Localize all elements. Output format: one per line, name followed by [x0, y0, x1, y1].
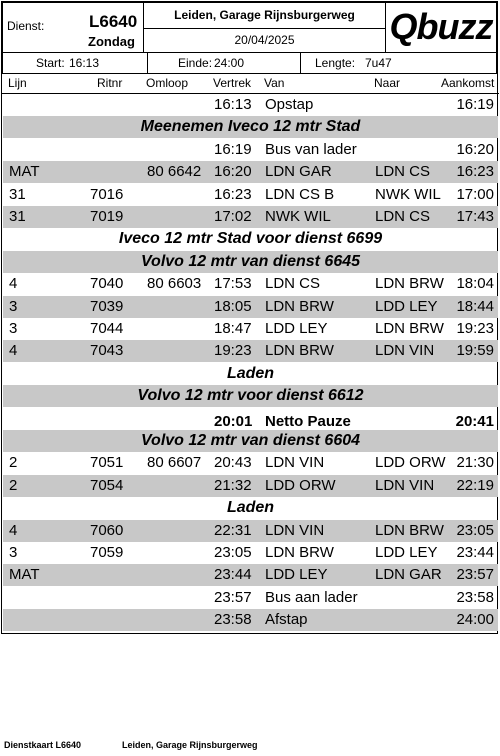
- lengte-box: [300, 52, 497, 74]
- trip-row: [3, 273, 498, 295]
- service-card: [1, 1, 498, 634]
- section-title: Volvo 12 mtr van dienst 6645: [3, 251, 498, 273]
- cell-ritnr: 7016: [90, 186, 124, 203]
- logo-box: [385, 2, 497, 53]
- col-vertrek: Vertrek: [213, 76, 252, 90]
- cell-naar: LDN VIN: [375, 342, 435, 359]
- cell-naar: NWK WIL: [375, 186, 441, 203]
- footer-left: Dienstkaart L6640: [4, 740, 82, 750]
- cell-van: Opstap: [265, 96, 314, 113]
- cell-aankomst: 21:30: [456, 454, 494, 471]
- cell-lijn: MAT: [9, 163, 40, 180]
- trip-row: [3, 206, 498, 228]
- dienst-number: L6640: [89, 12, 138, 31]
- cell-aankomst: 23:57: [456, 566, 494, 583]
- cell-vertrek: 23:05: [214, 544, 252, 561]
- cell-van: Bus van lader: [265, 141, 357, 158]
- section-title: Laden: [226, 499, 275, 516]
- cell-van: LDN CS B: [265, 186, 335, 203]
- col-ritnr: Ritnr: [97, 76, 123, 90]
- cell-naar: LDD LEY: [375, 544, 438, 561]
- cell-vertrek: 17:53: [214, 275, 252, 292]
- col-van: Van: [264, 76, 285, 90]
- cell-omloop: 80 6607: [147, 454, 202, 471]
- cell-vertrek: 16:23: [214, 186, 252, 203]
- cell-aankomst: 18:44: [456, 298, 494, 315]
- cell-van: LDN VIN: [265, 522, 325, 539]
- cell-naar: LDN GAR: [375, 566, 442, 583]
- col-naar: Naar: [374, 76, 401, 90]
- cell-aankomst: 16:23: [456, 163, 494, 180]
- lengte-value: 7u47: [365, 56, 392, 70]
- cell-van: LDN VIN: [265, 454, 325, 471]
- section-title: Laden: [226, 365, 275, 382]
- cell-van: LDN CS: [265, 275, 321, 292]
- cell-naar: LDN BRW: [375, 320, 444, 337]
- cell-aankomst: 18:04: [456, 275, 494, 292]
- cell-lijn: 3: [9, 298, 18, 315]
- einde-time: 24:00: [214, 56, 245, 70]
- location: Leiden, Garage Rijnsburgerweg: [174, 8, 355, 22]
- trip-row: [3, 587, 498, 609]
- cell-aankomst: 22:19: [456, 477, 494, 494]
- trip-row: [3, 520, 498, 542]
- cell-vertrek: 16:20: [214, 163, 252, 180]
- einde-label: Einde:: [178, 56, 213, 70]
- cell-naar: LDD LEY: [375, 298, 438, 315]
- cell-aankomst: 23:44: [456, 544, 494, 561]
- section-title: Volvo 12 mtr van dienst 6604: [3, 430, 498, 452]
- cell-van: Bus aan lader: [265, 589, 358, 606]
- cell-naar: LDN CS: [375, 163, 431, 180]
- trip-row: [3, 161, 498, 183]
- trip-row: [3, 452, 498, 474]
- cell-ritnr: 7059: [90, 544, 124, 561]
- start-label: Start:: [36, 56, 65, 70]
- einde-box: [147, 52, 301, 74]
- cell-aankomst: 17:00: [456, 186, 494, 203]
- cell-naar: LDD ORW: [375, 454, 446, 471]
- footer-right: Leiden, Garage Rijnsburgerweg: [122, 740, 258, 750]
- trip-row: [3, 564, 498, 586]
- col-aankomst: Aankomst: [441, 76, 495, 90]
- trip-row: [3, 609, 498, 631]
- date-box: [143, 28, 386, 53]
- cell-aankomst: 20:41: [455, 413, 494, 430]
- dienst-label: Dienst:: [7, 19, 45, 33]
- cell-lijn: 4: [9, 342, 18, 359]
- cell-vertrek: 19:23: [214, 342, 252, 359]
- cell-naar: LDN BRW: [375, 522, 444, 539]
- cell-lijn: 4: [9, 522, 18, 539]
- pause-row: [3, 408, 498, 430]
- col-omloop: Omloop: [146, 76, 189, 90]
- cell-vertrek: 17:02: [214, 208, 252, 225]
- lengte-label: Lengte:: [315, 56, 356, 70]
- trip-row: [3, 296, 498, 318]
- trip-row: [3, 475, 498, 497]
- cell-van: Afstap: [265, 611, 308, 628]
- trip-row: [3, 94, 498, 116]
- cell-vertrek: 16:13: [214, 96, 252, 113]
- cell-ritnr: 7043: [90, 342, 124, 359]
- cell-van: LDD ORW: [265, 477, 336, 494]
- date: 20/04/2025: [234, 33, 295, 47]
- section-title: Iveco 12 mtr Stad voor dienst 6699: [118, 230, 383, 247]
- cell-ritnr: 7044: [90, 320, 124, 337]
- cell-van: LDD LEY: [265, 566, 328, 583]
- cell-vertrek: 23:57: [214, 589, 252, 606]
- cell-ritnr: 7039: [90, 298, 124, 315]
- cell-van: LDD LEY: [265, 320, 328, 337]
- column-header-row: [2, 74, 499, 94]
- section-title: Volvo 12 mtr voor dienst 6612: [3, 385, 498, 407]
- trip-row: [3, 542, 498, 564]
- cell-vertrek: 22:31: [214, 522, 252, 539]
- cell-naar: LDN CS: [375, 208, 431, 225]
- cell-lijn: 2: [9, 477, 18, 494]
- cell-ritnr: 7054: [90, 477, 124, 494]
- cell-vertrek: 20:43: [214, 454, 252, 471]
- trip-row: [3, 139, 498, 161]
- cell-aankomst: 24:00: [456, 611, 494, 628]
- cell-ritnr: 7040: [90, 275, 124, 292]
- cell-lijn: 31: [9, 186, 26, 203]
- cell-van: Netto Pauze: [265, 413, 351, 430]
- cell-vertrek: 23:44: [214, 566, 252, 583]
- cell-lijn: MAT: [9, 566, 40, 583]
- cell-lijn: 2: [9, 454, 18, 471]
- section-title: Meenemen Iveco 12 mtr Stad: [3, 116, 498, 138]
- cell-omloop: 80 6642: [147, 163, 202, 180]
- dienst-box: [2, 2, 144, 53]
- cell-van: LDN BRW: [265, 298, 334, 315]
- cell-vertrek: 16:19: [214, 141, 252, 158]
- cell-ritnr: 7019: [90, 208, 124, 225]
- cell-vertrek: 21:32: [214, 477, 252, 494]
- trip-row: [3, 340, 498, 362]
- cell-lijn: 4: [9, 275, 18, 292]
- cell-van: NWK WIL: [265, 208, 331, 225]
- qbuzz-logo: Qbuzz: [389, 6, 493, 47]
- cell-van: LDN GAR: [265, 163, 332, 180]
- cell-ritnr: 7060: [90, 522, 124, 539]
- cell-vertrek: 23:58: [214, 611, 252, 628]
- cell-vertrek: 20:01: [214, 413, 253, 430]
- cell-lijn: 3: [9, 320, 18, 337]
- start-time: 16:13: [69, 56, 100, 70]
- cell-aankomst: 17:43: [456, 208, 494, 225]
- col-lijn: Lijn: [8, 76, 27, 90]
- day-label: Zondag: [88, 34, 135, 49]
- cell-aankomst: 19:23: [456, 320, 494, 337]
- start-box: [2, 52, 148, 74]
- cell-aankomst: 16:20: [456, 141, 494, 158]
- cell-ritnr: 7051: [90, 454, 124, 471]
- cell-van: LDN BRW: [265, 544, 334, 561]
- cell-omloop: 80 6603: [147, 275, 202, 292]
- cell-aankomst: 23:58: [456, 589, 494, 606]
- cell-naar: LDN VIN: [375, 477, 435, 494]
- cell-aankomst: 23:05: [456, 522, 494, 539]
- cell-lijn: 3: [9, 544, 18, 561]
- location-box: [143, 2, 386, 29]
- cell-vertrek: 18:05: [214, 298, 252, 315]
- trip-row: [3, 318, 498, 340]
- cell-aankomst: 19:59: [456, 342, 494, 359]
- cell-naar: LDN BRW: [375, 275, 444, 292]
- cell-lijn: 31: [9, 208, 26, 225]
- cell-vertrek: 18:47: [214, 320, 252, 337]
- cell-aankomst: 16:19: [456, 96, 494, 113]
- trip-row: [3, 184, 498, 206]
- cell-van: LDN BRW: [265, 342, 334, 359]
